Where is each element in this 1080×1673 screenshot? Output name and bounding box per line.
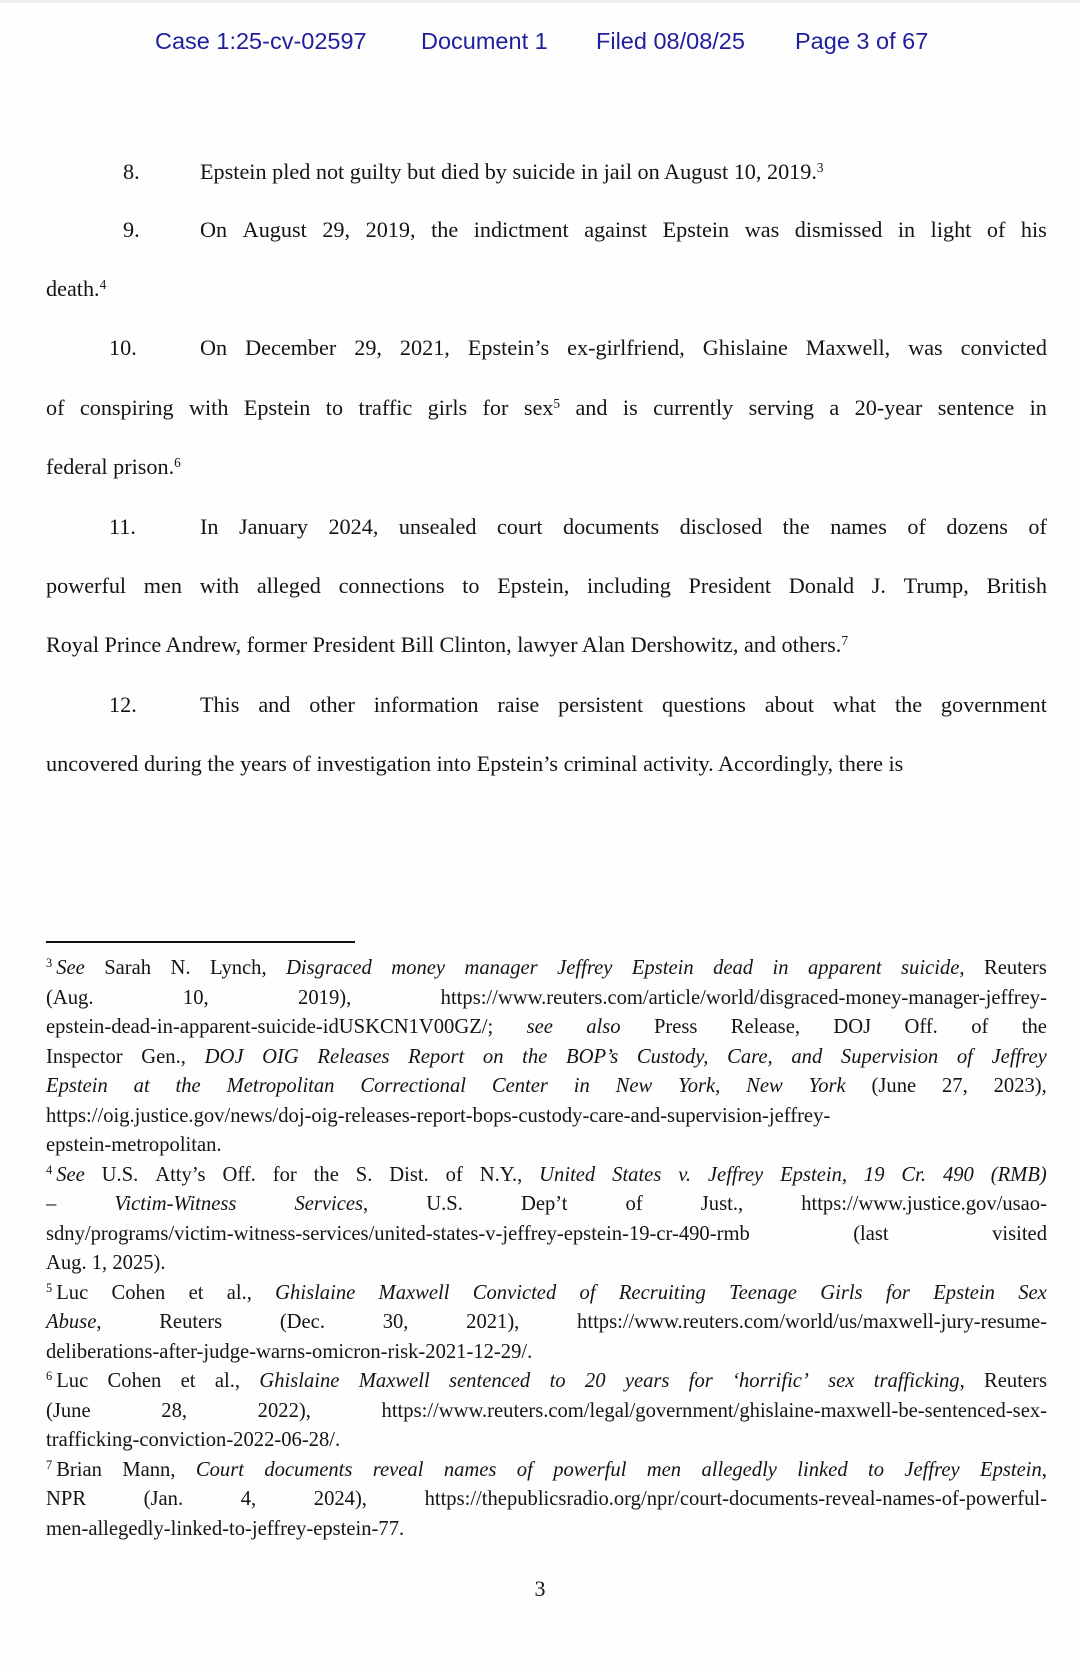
paragraph-10-line: On December 29, 2021, Epstein’s ex-girlfriend, Ghislaine Maxwell, was convicted <box>200 335 1047 360</box>
paragraph-12-line: uncovered during the years of investigation into Epstein’s criminal activity. Accordingly, there is <box>46 751 904 776</box>
paragraph-number: 10. <box>109 335 137 360</box>
footnote-4-line: sdny/programs/victim-witness-services/united-states-v-jeffrey-epstein-19-cr-490-rmb (last visited <box>46 1222 1047 1245</box>
paragraph-9-line: death.$^4$ <box>46 276 107 301</box>
footnote-3-line: epstein-dead-in-apparent-suicide-idUSKCN1V00GZ/; see also Press Release, DOJ Off. of the <box>46 1016 1047 1038</box>
case-number: Case 1:25-cv-02597 <box>155 28 367 54</box>
page-count: Page 3 of 67 <box>795 28 929 54</box>
footnote-3-line: (Aug. 10, 2019), https://www.reuters.com/article/world/disgraced-money-manager-jeffrey- <box>46 986 1047 1009</box>
footnote-6-line: $^6$ Luc Cohen et al., Ghislaine Maxwell sentenced to 20 years for ‘horrific’ sex trafficking, Reuters <box>46 1369 1047 1392</box>
paragraph-12-line: This and other information raise persistent questions about what the government <box>200 692 1047 717</box>
footnote-7-line: $^7$ Brian Mann, Court documents reveal names of powerful men allegedly linked to Jeffrey Epstein, <box>46 1457 1047 1481</box>
footnote-6-line: trafficking-conviction-2022-06-28/. <box>46 1429 341 1451</box>
paragraph-number: 9. <box>123 217 140 242</box>
document-number: Document 1 <box>421 28 548 54</box>
footnote-7-line: NPR (Jan. 4, 2024), https://thepublicsradio.org/npr/court-documents-reveal-names-of-powerful- <box>46 1488 1047 1510</box>
paragraph-11-line: powerful men with alleged connections to Epstein, including President Donald J. Trump, British <box>46 573 1047 598</box>
footnote-separator <box>46 941 355 943</box>
paragraph-10-line: federal prison.$^6$ <box>46 454 181 479</box>
paragraph-10-line: of conspiring with Epstein to traffic girls for sex$^5$ and is currently serving a 20-year sentence in <box>46 395 1047 420</box>
footnote-6-line: (June 28, 2022), https://www.reuters.com/legal/government/ghislaine-maxwell-be-sentenced-sex- <box>46 1399 1047 1422</box>
paragraph-11-line: Royal Prince Andrew, former President Bill Clinton, lawyer Alan Dershowitz, and others.$^7$ <box>46 632 848 657</box>
footnote-3-line: epstein-metropolitan. <box>46 1134 222 1156</box>
page-number: 3 <box>534 1576 546 1601</box>
footnote-3-line: Inspector Gen., DOJ OIG Releases Report on the BOP’s Custody, Care, and Supervision of Jeffrey <box>46 1045 1047 1068</box>
ecf-header <box>0 26 1080 58</box>
filed-date: Filed 08/08/25 <box>596 28 745 54</box>
footnote-3-line: $^3$ See Sarah N. Lynch, Disgraced money manager Jeffrey Epstein dead in apparent suicide, Reuters <box>46 956 1047 979</box>
footnote-3-line: https://oig.justice.gov/news/doj-oig-releases-report-bops-custody-care-and-supervision-jeffrey- <box>46 1104 831 1127</box>
top-edge <box>0 0 1080 3</box>
paragraph-number: 11. <box>109 514 136 539</box>
footnote-5-line: deliberations-after-judge-warns-omicron-risk-2021-12-29/. <box>46 1340 533 1363</box>
paragraph-number: 8. <box>123 159 140 184</box>
footnote-4-line: Aug. 1, 2025). <box>46 1252 166 1274</box>
footnote-7-line: men-allegedly-linked-to-jeffrey-epstein-77. <box>46 1517 405 1540</box>
footnote-4-line: $^4$ See U.S. Atty’s Off. for the S. Dist. of N.Y., United States v. Jeffrey Epstein, 19 Cr. 490 (RMB) <box>46 1162 1047 1186</box>
paragraph-9-line: On August 29, 2019, the indictment against Epstein was dismissed in light of his <box>200 217 1047 242</box>
paragraph-8-line: Epstein pled not guilty but died by suicide in jail on August 10, 2019.$^3$ <box>200 159 824 184</box>
footnote-4-line: – Victim-Witness Services, U.S. Dep’t of Just., https://www.justice.gov/usao- <box>46 1193 1047 1215</box>
footnote-5-line: Abuse, Reuters (Dec. 30, 2021), https://www.reuters.com/world/us/maxwell-jury-resume- <box>46 1311 1047 1333</box>
paragraph-number: 12. <box>109 692 137 717</box>
footnote-3-line: Epstein at the Metropolitan Correctional Center in New York, New York (June 27, 2023), <box>46 1075 1047 1097</box>
footnote-5-line: $^5$ Luc Cohen et al., Ghislaine Maxwell Convicted of Recruiting Teenage Girls for Epstein Sex <box>46 1280 1047 1304</box>
paragraph-11-line: In January 2024, unsealed court documents disclosed the names of dozens of <box>200 514 1047 539</box>
